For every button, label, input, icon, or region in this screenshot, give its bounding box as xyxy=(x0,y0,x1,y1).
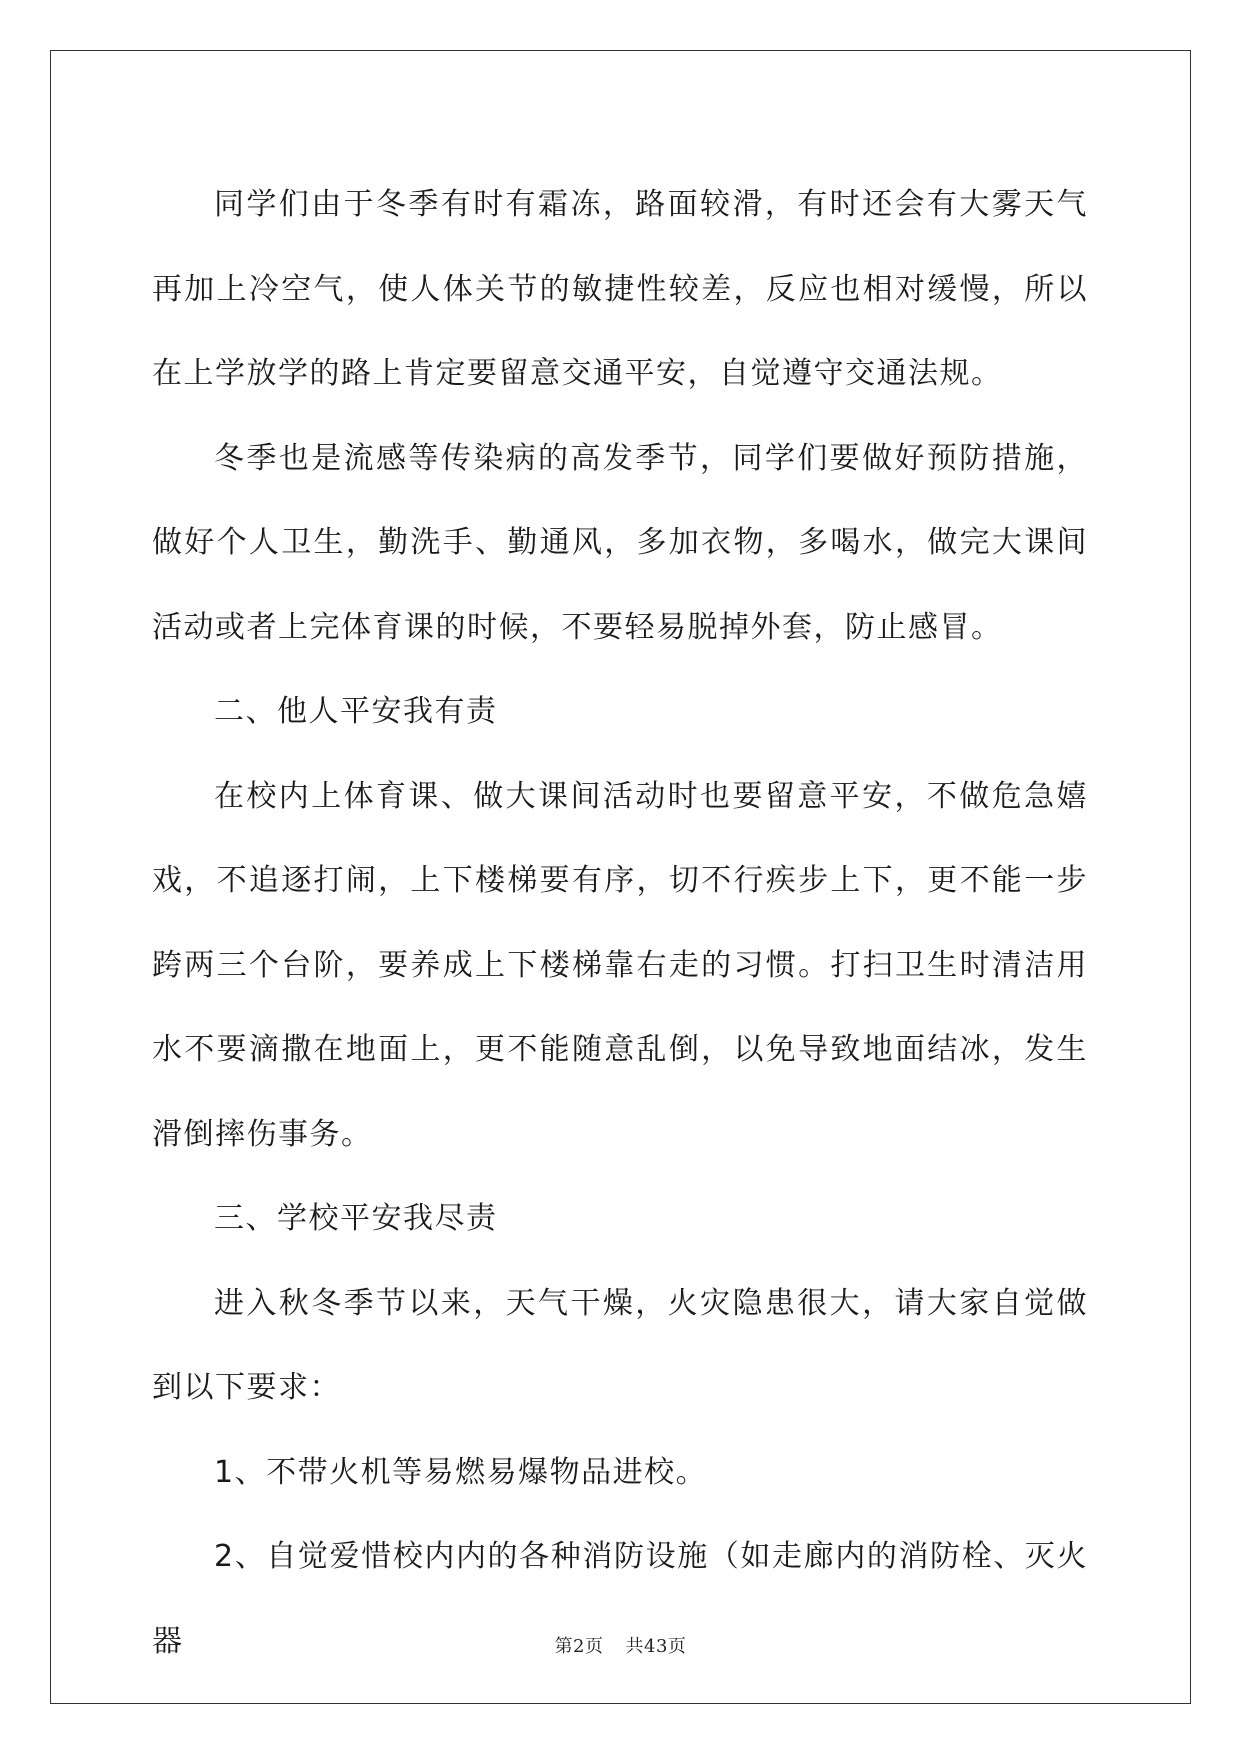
paragraph-flu-prevention: 冬季也是流感等传染病的高发季节，同学们要做好预防措施，做好个人卫生，勤洗手、勤通风，多加衣物，多喝水，做完大课间活动或者上完体育课的时候，不要轻易脱掉外套，防止感冒。 xyxy=(152,440,1088,645)
document-body xyxy=(152,163,1088,1684)
page-number: 第2页 xyxy=(554,1636,604,1657)
page-total: 共43页 xyxy=(625,1636,687,1657)
paragraph-traffic-safety: 同学们由于冬季有时有霜冻，路面较滑，有时还会有大雾天气再加上冷空气，使人体关节的敏捷性较差，反应也相对缓慢，所以在上学放学的路上肯定要留意交通平安，自觉遵守交通法规。 xyxy=(152,187,1088,391)
page-footer xyxy=(0,1632,1241,1658)
list-item-2: 2、自觉爱惜校内内的各种消防设施（如走廊内的消防栓、灭火器 xyxy=(152,1539,1088,1659)
section-heading-school-safety: 三、学校平安我尽责 xyxy=(214,1201,498,1236)
paragraph-campus-activity-safety: 在校内上体育课、做大课间活动时也要留意平安，不做危急嬉戏，不追逐打闹，上下楼梯要有序，切不行疾步上下，更不能一步跨两三个台阶，要养成上下楼梯靠右走的习惯。打扫卫生时清洁用水不要滴撒在地面上，更不能随意乱倒，以免导致地面结冰，发生滑倒摔伤事务。 xyxy=(152,778,1088,1152)
paragraph-fire-hazard: 进入秋冬季节以来，天气干燥，火灾隐患很大，请大家自觉做到以下要求： xyxy=(152,1285,1088,1405)
list-item-1: 1、不带火机等易燃易爆物品进校。 xyxy=(214,1454,708,1490)
section-heading-others-safety: 二、他人平安我有责 xyxy=(214,694,498,729)
